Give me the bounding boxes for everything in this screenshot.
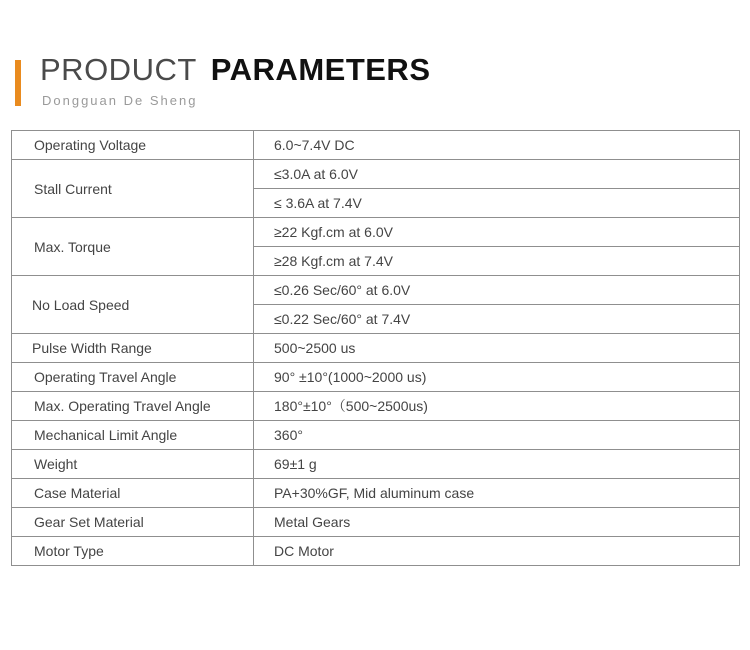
param-value: 69±1 g (254, 450, 740, 479)
param-value: 90° ±10°(1000~2000 us) (254, 363, 740, 392)
param-value: 6.0~7.4V DC (254, 131, 740, 160)
parameters-table (11, 130, 740, 566)
title-accent-bar (15, 60, 21, 106)
param-label: Case Material (12, 479, 254, 508)
table-row (12, 160, 740, 189)
table-row (12, 479, 740, 508)
table-row (12, 392, 740, 421)
page-title (40, 52, 431, 88)
param-value: ≤3.0A at 6.0V (254, 160, 740, 189)
param-label: Gear Set Material (12, 508, 254, 537)
param-value: Metal Gears (254, 508, 740, 537)
param-value: ≤ 3.6A at 7.4V (254, 189, 740, 218)
page-title-bold: PARAMETERS (210, 52, 431, 87)
param-value: PA+30%GF, Mid aluminum case (254, 479, 740, 508)
table-row (12, 218, 740, 247)
param-label: No Load Speed (12, 276, 254, 334)
table-row (12, 131, 740, 160)
param-label: Max. Torque (12, 218, 254, 276)
param-value: DC Motor (254, 537, 740, 566)
page-title-light: PRODUCT (40, 52, 197, 87)
table-row (12, 363, 740, 392)
table-row (12, 334, 740, 363)
param-label: Pulse Width Range (12, 334, 254, 363)
table-row (12, 421, 740, 450)
param-value: ≥28 Kgf.cm at 7.4V (254, 247, 740, 276)
param-label: Motor Type (12, 537, 254, 566)
param-label: Mechanical Limit Angle (12, 421, 254, 450)
table-row (12, 537, 740, 566)
param-value: ≤0.22 Sec/60° at 7.4V (254, 305, 740, 334)
param-value: 180°±10°（500~2500us) (254, 392, 740, 421)
param-value: 500~2500 us (254, 334, 740, 363)
param-value: ≥22 Kgf.cm at 6.0V (254, 218, 740, 247)
param-label: Max. Operating Travel Angle (12, 392, 254, 421)
param-label: Operating Travel Angle (12, 363, 254, 392)
param-value: ≤0.26 Sec/60° at 6.0V (254, 276, 740, 305)
param-label: Stall Current (12, 160, 254, 218)
param-value: 360° (254, 421, 740, 450)
table-row (12, 450, 740, 479)
table-row (12, 276, 740, 305)
param-label: Weight (12, 450, 254, 479)
param-label: Operating Voltage (12, 131, 254, 160)
table-row (12, 508, 740, 537)
page-subtitle: Dongguan De Sheng (42, 93, 198, 108)
